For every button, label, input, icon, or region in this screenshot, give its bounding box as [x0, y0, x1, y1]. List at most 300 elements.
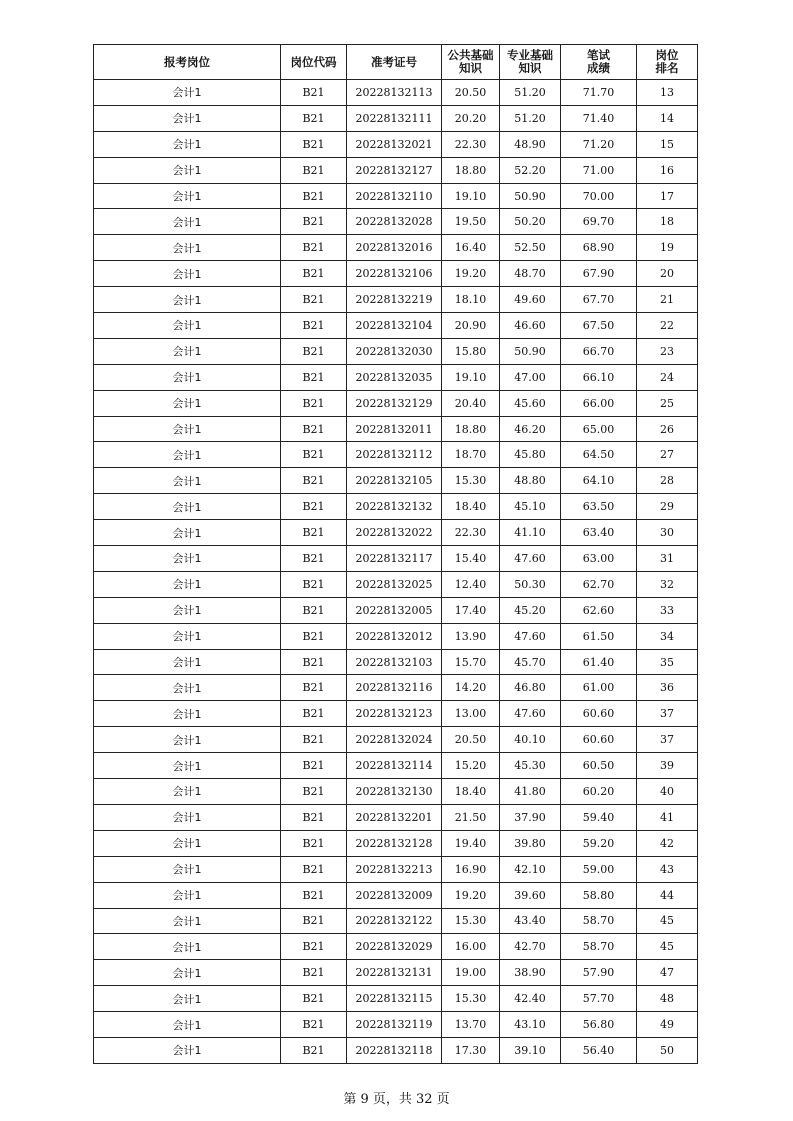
cell-code: B21: [281, 675, 347, 701]
table-row: [94, 675, 698, 701]
cell-ticket: 20228132106: [347, 261, 442, 287]
cell-rank: 13: [637, 80, 698, 106]
header-rank: [637, 45, 698, 80]
cell-public-score: 12.40: [442, 571, 500, 597]
cell-rank: 16: [637, 157, 698, 183]
results-table: [93, 44, 698, 1064]
cell-rank: 34: [637, 623, 698, 649]
header-post-label: 报考岗位: [164, 54, 210, 69]
cell-rank: 37: [637, 701, 698, 727]
cell-written-score: 60.20: [561, 779, 637, 805]
cell-prof-score: 45.30: [500, 753, 561, 779]
cell-rank: 24: [637, 364, 698, 390]
cell-post: 会计1: [94, 727, 281, 753]
table-row: [94, 804, 698, 830]
cell-code: B21: [281, 1037, 347, 1063]
cell-ticket: 20228132021: [347, 131, 442, 157]
cell-prof-score: 41.80: [500, 779, 561, 805]
cell-written-score: 61.00: [561, 675, 637, 701]
cell-rank: 22: [637, 313, 698, 339]
cell-ticket: 20228132127: [347, 157, 442, 183]
table-row: [94, 390, 698, 416]
table-row: [94, 571, 698, 597]
cell-ticket: 20228132116: [347, 675, 442, 701]
cell-written-score: 60.60: [561, 701, 637, 727]
cell-rank: 40: [637, 779, 698, 805]
cell-rank: 29: [637, 494, 698, 520]
cell-rank: 45: [637, 934, 698, 960]
cell-written-score: 64.50: [561, 442, 637, 468]
cell-written-score: 68.90: [561, 235, 637, 261]
cell-prof-score: 47.60: [500, 623, 561, 649]
cell-written-score: 65.00: [561, 416, 637, 442]
cell-code: B21: [281, 753, 347, 779]
table-row: [94, 313, 698, 339]
header-ticket-label: 准考证号: [371, 54, 417, 69]
cell-code: B21: [281, 390, 347, 416]
table-row: [94, 649, 698, 675]
table-row: [94, 364, 698, 390]
cell-rank: 49: [637, 1012, 698, 1038]
cell-public-score: 13.00: [442, 701, 500, 727]
cell-post: 会计1: [94, 856, 281, 882]
cell-code: B21: [281, 546, 347, 572]
table-row: [94, 546, 698, 572]
cell-prof-score: 50.30: [500, 571, 561, 597]
cell-ticket: 20228132012: [347, 623, 442, 649]
cell-post: 会计1: [94, 287, 281, 313]
cell-rank: 14: [637, 105, 698, 131]
cell-code: B21: [281, 960, 347, 986]
cell-ticket: 20228132123: [347, 701, 442, 727]
cell-post: 会计1: [94, 934, 281, 960]
cell-public-score: 15.30: [442, 986, 500, 1012]
cell-rank: 15: [637, 131, 698, 157]
cell-public-score: 19.00: [442, 960, 500, 986]
cell-prof-score: 51.20: [500, 80, 561, 106]
cell-public-score: 20.90: [442, 313, 500, 339]
table-row: [94, 442, 698, 468]
cell-public-score: 16.00: [442, 934, 500, 960]
cell-public-score: 15.30: [442, 468, 500, 494]
cell-ticket: 20228132011: [347, 416, 442, 442]
cell-post: 会计1: [94, 390, 281, 416]
cell-rank: 43: [637, 856, 698, 882]
cell-code: B21: [281, 80, 347, 106]
cell-code: B21: [281, 1012, 347, 1038]
table-row: [94, 986, 698, 1012]
page-number: 第 9 页，共 32 页: [343, 1092, 450, 1107]
cell-ticket: 20228132029: [347, 934, 442, 960]
cell-rank: 30: [637, 520, 698, 546]
cell-post: 会计1: [94, 753, 281, 779]
cell-prof-score: 49.60: [500, 287, 561, 313]
cell-written-score: 61.40: [561, 649, 637, 675]
cell-public-score: 18.40: [442, 779, 500, 805]
table-row: [94, 960, 698, 986]
header-public-line1: 公共基础: [447, 48, 494, 62]
cell-post: 会计1: [94, 701, 281, 727]
cell-post: 会计1: [94, 1012, 281, 1038]
header-code: [281, 45, 347, 80]
cell-ticket: 20228132213: [347, 856, 442, 882]
table-row: [94, 131, 698, 157]
cell-post: 会计1: [94, 779, 281, 805]
cell-prof-score: 50.90: [500, 183, 561, 209]
header-post: [94, 45, 281, 80]
cell-written-score: 56.80: [561, 1012, 637, 1038]
cell-ticket: 20228132028: [347, 209, 442, 235]
cell-public-score: 20.50: [442, 80, 500, 106]
cell-public-score: 16.40: [442, 235, 500, 261]
cell-post: 会计1: [94, 675, 281, 701]
header-written: [561, 45, 637, 80]
cell-ticket: 20228132025: [347, 571, 442, 597]
cell-code: B21: [281, 494, 347, 520]
cell-ticket: 20228132122: [347, 908, 442, 934]
cell-rank: 45: [637, 908, 698, 934]
cell-code: B21: [281, 571, 347, 597]
cell-public-score: 21.50: [442, 804, 500, 830]
cell-prof-score: 39.10: [500, 1037, 561, 1063]
cell-ticket: 20228132030: [347, 338, 442, 364]
cell-prof-score: 51.20: [500, 105, 561, 131]
cell-written-score: 63.50: [561, 494, 637, 520]
cell-rank: 48: [637, 986, 698, 1012]
cell-post: 会计1: [94, 520, 281, 546]
cell-ticket: 20228132103: [347, 649, 442, 675]
cell-prof-score: 48.70: [500, 261, 561, 287]
cell-rank: 37: [637, 727, 698, 753]
cell-post: 会计1: [94, 908, 281, 934]
cell-ticket: 20228132111: [347, 105, 442, 131]
cell-public-score: 17.40: [442, 597, 500, 623]
cell-code: B21: [281, 235, 347, 261]
cell-ticket: 20228132128: [347, 830, 442, 856]
cell-code: B21: [281, 157, 347, 183]
header-public-line2: 知识: [459, 61, 482, 75]
cell-rank: 27: [637, 442, 698, 468]
cell-post: 会计1: [94, 571, 281, 597]
cell-public-score: 15.30: [442, 908, 500, 934]
cell-prof-score: 48.80: [500, 468, 561, 494]
cell-written-score: 67.90: [561, 261, 637, 287]
cell-post: 会计1: [94, 597, 281, 623]
cell-written-score: 63.40: [561, 520, 637, 546]
cell-public-score: 19.50: [442, 209, 500, 235]
cell-rank: 17: [637, 183, 698, 209]
cell-code: B21: [281, 261, 347, 287]
cell-written-score: 59.20: [561, 830, 637, 856]
cell-post: 会计1: [94, 960, 281, 986]
cell-public-score: 15.80: [442, 338, 500, 364]
cell-public-score: 19.40: [442, 830, 500, 856]
header-ticket: [347, 45, 442, 80]
cell-post: 会计1: [94, 157, 281, 183]
cell-public-score: 22.30: [442, 131, 500, 157]
cell-prof-score: 39.60: [500, 882, 561, 908]
cell-rank: 35: [637, 649, 698, 675]
cell-written-score: 64.10: [561, 468, 637, 494]
cell-ticket: 20228132022: [347, 520, 442, 546]
cell-post: 会计1: [94, 1037, 281, 1063]
table-row: [94, 1037, 698, 1063]
cell-prof-score: 45.10: [500, 494, 561, 520]
cell-written-score: 57.90: [561, 960, 637, 986]
cell-rank: 32: [637, 571, 698, 597]
cell-code: B21: [281, 209, 347, 235]
cell-rank: 23: [637, 338, 698, 364]
cell-code: B21: [281, 623, 347, 649]
cell-written-score: 66.70: [561, 338, 637, 364]
cell-ticket: 20228132115: [347, 986, 442, 1012]
cell-written-score: 66.10: [561, 364, 637, 390]
cell-prof-score: 45.70: [500, 649, 561, 675]
cell-public-score: 18.80: [442, 157, 500, 183]
cell-public-score: 19.20: [442, 882, 500, 908]
table-row: [94, 235, 698, 261]
cell-code: B21: [281, 882, 347, 908]
cell-prof-score: 39.80: [500, 830, 561, 856]
cell-rank: 20: [637, 261, 698, 287]
header-prof: [500, 45, 561, 80]
cell-ticket: 20228132118: [347, 1037, 442, 1063]
cell-ticket: 20228132005: [347, 597, 442, 623]
cell-prof-score: 37.90: [500, 804, 561, 830]
cell-prof-score: 50.20: [500, 209, 561, 235]
cell-prof-score: 41.10: [500, 520, 561, 546]
cell-post: 会计1: [94, 442, 281, 468]
cell-post: 会计1: [94, 364, 281, 390]
table-row: [94, 623, 698, 649]
cell-written-score: 67.50: [561, 313, 637, 339]
cell-ticket: 20228132105: [347, 468, 442, 494]
cell-prof-score: 45.20: [500, 597, 561, 623]
cell-written-score: 60.50: [561, 753, 637, 779]
cell-code: B21: [281, 649, 347, 675]
cell-public-score: 20.20: [442, 105, 500, 131]
table-row: [94, 468, 698, 494]
table-row: [94, 157, 698, 183]
cell-ticket: 20228132009: [347, 882, 442, 908]
cell-prof-score: 47.60: [500, 546, 561, 572]
cell-public-score: 18.40: [442, 494, 500, 520]
cell-ticket: 20228132114: [347, 753, 442, 779]
cell-written-score: 58.70: [561, 934, 637, 960]
cell-ticket: 20228132024: [347, 727, 442, 753]
cell-code: B21: [281, 468, 347, 494]
cell-written-score: 70.00: [561, 183, 637, 209]
header-prof-line2: 知识: [518, 61, 542, 75]
cell-ticket: 20228132112: [347, 442, 442, 468]
cell-prof-score: 43.40: [500, 908, 561, 934]
cell-prof-score: 43.10: [500, 1012, 561, 1038]
cell-ticket: 20228132113: [347, 80, 442, 106]
cell-rank: 26: [637, 416, 698, 442]
cell-code: B21: [281, 183, 347, 209]
cell-post: 会计1: [94, 131, 281, 157]
table-row: [94, 338, 698, 364]
cell-ticket: 20228132132: [347, 494, 442, 520]
cell-code: B21: [281, 287, 347, 313]
cell-ticket: 20228132117: [347, 546, 442, 572]
cell-written-score: 59.40: [561, 804, 637, 830]
table-row: [94, 520, 698, 546]
cell-written-score: 71.20: [561, 131, 637, 157]
cell-post: 会计1: [94, 649, 281, 675]
cell-post: 会计1: [94, 804, 281, 830]
cell-written-score: 57.70: [561, 986, 637, 1012]
cell-post: 会计1: [94, 494, 281, 520]
table-row: [94, 882, 698, 908]
cell-ticket: 20228132130: [347, 779, 442, 805]
cell-public-score: 15.20: [442, 753, 500, 779]
cell-prof-score: 47.60: [500, 701, 561, 727]
cell-ticket: 20228132119: [347, 1012, 442, 1038]
cell-code: B21: [281, 131, 347, 157]
cell-public-score: 14.20: [442, 675, 500, 701]
cell-code: B21: [281, 520, 347, 546]
cell-post: 会计1: [94, 209, 281, 235]
table-row: [94, 416, 698, 442]
cell-code: B21: [281, 908, 347, 934]
cell-prof-score: 42.40: [500, 986, 561, 1012]
table-row: [94, 830, 698, 856]
cell-rank: 19: [637, 235, 698, 261]
cell-post: 会计1: [94, 986, 281, 1012]
cell-code: B21: [281, 105, 347, 131]
cell-public-score: 19.20: [442, 261, 500, 287]
cell-written-score: 71.00: [561, 157, 637, 183]
cell-post: 会计1: [94, 468, 281, 494]
cell-post: 会计1: [94, 830, 281, 856]
cell-ticket: 20228132110: [347, 183, 442, 209]
cell-code: B21: [281, 986, 347, 1012]
cell-written-score: 63.00: [561, 546, 637, 572]
cell-post: 会计1: [94, 183, 281, 209]
table-row: [94, 261, 698, 287]
cell-written-score: 71.40: [561, 105, 637, 131]
cell-written-score: 62.70: [561, 571, 637, 597]
cell-rank: 44: [637, 882, 698, 908]
cell-post: 会计1: [94, 261, 281, 287]
cell-prof-score: 46.80: [500, 675, 561, 701]
cell-public-score: 18.70: [442, 442, 500, 468]
cell-rank: 39: [637, 753, 698, 779]
cell-ticket: 20228132219: [347, 287, 442, 313]
table-row: [94, 1012, 698, 1038]
cell-ticket: 20228132035: [347, 364, 442, 390]
table-row: [94, 80, 698, 106]
cell-written-score: 58.70: [561, 908, 637, 934]
cell-public-score: 18.10: [442, 287, 500, 313]
cell-public-score: 19.10: [442, 364, 500, 390]
table-row: [94, 287, 698, 313]
cell-written-score: 71.70: [561, 80, 637, 106]
cell-rank: 33: [637, 597, 698, 623]
header-public: [442, 45, 500, 80]
header-code-label: 岗位代码: [290, 54, 337, 69]
cell-ticket: 20228132201: [347, 804, 442, 830]
cell-public-score: 17.30: [442, 1037, 500, 1063]
cell-prof-score: 52.50: [500, 235, 561, 261]
cell-written-score: 61.50: [561, 623, 637, 649]
header-row: [94, 45, 698, 80]
cell-public-score: 20.40: [442, 390, 500, 416]
cell-code: B21: [281, 338, 347, 364]
cell-public-score: 16.90: [442, 856, 500, 882]
cell-rank: 50: [637, 1037, 698, 1063]
cell-public-score: 15.40: [442, 546, 500, 572]
cell-public-score: 22.30: [442, 520, 500, 546]
cell-post: 会计1: [94, 882, 281, 908]
cell-prof-score: 45.60: [500, 390, 561, 416]
table-row: [94, 597, 698, 623]
table-row: [94, 701, 698, 727]
cell-post: 会计1: [94, 80, 281, 106]
cell-post: 会计1: [94, 235, 281, 261]
cell-public-score: 20.50: [442, 727, 500, 753]
table-row: [94, 209, 698, 235]
cell-prof-score: 48.90: [500, 131, 561, 157]
cell-prof-score: 45.80: [500, 442, 561, 468]
cell-rank: 41: [637, 804, 698, 830]
cell-prof-score: 47.00: [500, 364, 561, 390]
table-row: [94, 753, 698, 779]
cell-rank: 18: [637, 209, 698, 235]
cell-code: B21: [281, 727, 347, 753]
cell-prof-score: 46.60: [500, 313, 561, 339]
cell-public-score: 13.70: [442, 1012, 500, 1038]
cell-written-score: 62.60: [561, 597, 637, 623]
cell-rank: 36: [637, 675, 698, 701]
cell-code: B21: [281, 701, 347, 727]
cell-ticket: 20228132104: [347, 313, 442, 339]
cell-code: B21: [281, 442, 347, 468]
cell-rank: 42: [637, 830, 698, 856]
cell-post: 会计1: [94, 546, 281, 572]
cell-post: 会计1: [94, 338, 281, 364]
cell-code: B21: [281, 830, 347, 856]
cell-post: 会计1: [94, 416, 281, 442]
cell-ticket: 20228132016: [347, 235, 442, 261]
cell-ticket: 20228132131: [347, 960, 442, 986]
cell-prof-score: 50.90: [500, 338, 561, 364]
cell-code: B21: [281, 416, 347, 442]
cell-rank: 25: [637, 390, 698, 416]
cell-code: B21: [281, 597, 347, 623]
table-row: [94, 105, 698, 131]
cell-code: B21: [281, 364, 347, 390]
cell-prof-score: 46.20: [500, 416, 561, 442]
cell-written-score: 67.70: [561, 287, 637, 313]
cell-prof-score: 38.90: [500, 960, 561, 986]
cell-written-score: 58.80: [561, 882, 637, 908]
cell-rank: 28: [637, 468, 698, 494]
table-row: [94, 779, 698, 805]
cell-code: B21: [281, 313, 347, 339]
cell-prof-score: 52.20: [500, 157, 561, 183]
cell-written-score: 59.00: [561, 856, 637, 882]
header-written-line1: 笔试: [587, 48, 610, 62]
table-row: [94, 727, 698, 753]
cell-rank: 21: [637, 287, 698, 313]
table-row: [94, 183, 698, 209]
cell-code: B21: [281, 856, 347, 882]
table-row: [94, 856, 698, 882]
table-row: [94, 908, 698, 934]
cell-post: 会计1: [94, 623, 281, 649]
